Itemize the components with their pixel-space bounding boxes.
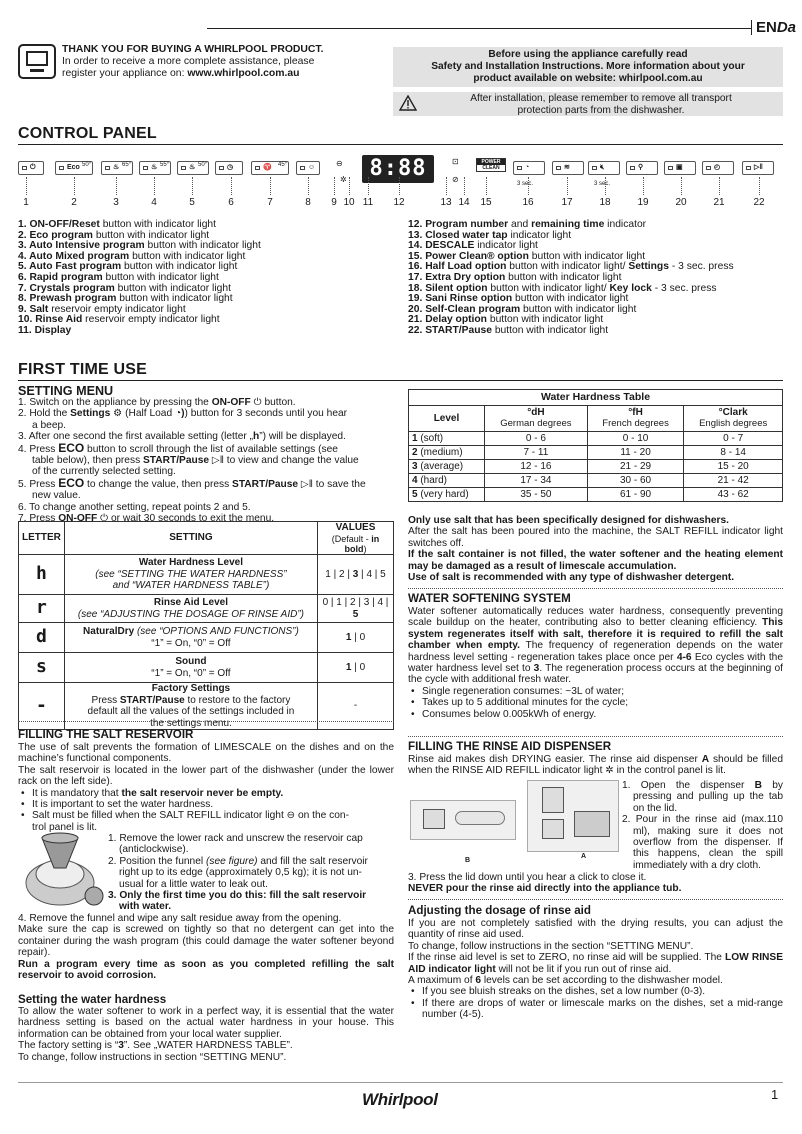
panel-leader-line bbox=[154, 177, 155, 195]
settings-row bbox=[19, 653, 394, 683]
panel-number: 19 bbox=[637, 197, 649, 208]
dotted-divider bbox=[408, 736, 783, 737]
setting-letter: - bbox=[19, 683, 65, 730]
panel-leader-line bbox=[116, 177, 117, 195]
setting-menu-steps: 1. Switch on the appliance by pressing the ON-OFF ⏻ button. 2. Hold the Settings ⚙ (Half Load ◔)) button for 3 seconds until you hear a beep. 3. After one second the first available setting (letter „h”) will be displayed. 4. Press ECO button to scroll through the list of available settings (see table below), then press START/Pause ▷‖ to view and change the value of the currently selected setting. 5. Press ECO to change the value, then press START/Pause ▷‖ to save the new value. 6. To change another setting, repeat points 2 and 5. 7. Press ON-OFF ⏻ or wait 30 seconds to exit the menu. bbox=[18, 397, 366, 525]
control-list-item: 5. Auto Fast program button with indicator light bbox=[18, 261, 238, 273]
power-clean-button[interactable]: POWER CLEAN bbox=[476, 158, 506, 172]
display: 8:88 bbox=[362, 155, 434, 183]
panel-leader-line bbox=[308, 177, 309, 195]
section-rule bbox=[18, 144, 783, 145]
dispenser-figure-a bbox=[527, 780, 619, 852]
page-number: 1 bbox=[771, 1087, 779, 1102]
dispenser-figure-b bbox=[410, 800, 516, 840]
panel-leader-line bbox=[605, 177, 606, 195]
setting-description: NaturalDry (see “OPTIONS AND FUNCTIONS”) “1” = On, “0” = Off bbox=[64, 623, 317, 653]
panel-number: 8 bbox=[305, 197, 311, 208]
footer-rule bbox=[18, 1082, 783, 1083]
salt-text-2: 4. Remove the funnel and wipe any salt residue away from the opening. Make sure the cap is screwed on tightly so that no detergent can get into the container during the wash program (this could damage the water softener beyond repair). Run a program every time as soon as you completed refilling the salt reservoir to avoid corrosion. bbox=[18, 913, 394, 982]
salt-note: Only use salt that has been specifically designed for dishwashers. After the salt has been poured into the machine, the SALT REFILL indicator light switches off. If the salt container is not filled, the water softener and the heating element may be damaged as a result of limescale accumulation. Use of salt is recommended with any type of dishwasher detergent. bbox=[408, 515, 783, 584]
settings-row bbox=[19, 623, 394, 653]
extra-dry-button[interactable]: ≋ bbox=[552, 161, 584, 175]
rinse-steps-2: 3. Press the lid down until you hear a click to close it. NEVER pour the rinse aid directly into the appliance tub. bbox=[408, 872, 682, 895]
panel-leader-line bbox=[446, 177, 447, 195]
panel-number: 5 bbox=[189, 197, 195, 208]
half-load-button[interactable]: ◔ bbox=[513, 161, 545, 175]
control-list-item: 10. Rinse Aid reservoir empty indicator light bbox=[18, 314, 220, 326]
panel-leader-line bbox=[74, 177, 75, 195]
rinse-intro: Rinse aid makes dish DRYING easier. The rinse aid dispenser A should be filled when the RINSE AID REFILL indicator light ✲ in the control panel is lit. bbox=[408, 754, 783, 777]
panel-number: 20 bbox=[675, 197, 687, 208]
section-rule bbox=[18, 380, 783, 381]
panel-leader-line bbox=[231, 177, 232, 195]
hardness-text: To allow the water softener to work in a perfect way, it is essential that the water hardness setting is based on the actual water hardness in your house. This information can be obtained from your local water supplier. The factory setting is “3”. See „WATER HARDNESS TABLE”. To change, follow instructions in section “SETTING MENU”. bbox=[18, 1006, 394, 1063]
rinse-heading: FILLING THE RINSE AID DISPENSER bbox=[408, 740, 612, 753]
control-list-item: 12. Program number and remaining time indicator bbox=[408, 219, 647, 230]
panel-number: 18 bbox=[599, 197, 611, 208]
dotted-divider bbox=[18, 721, 394, 722]
warning-icon bbox=[399, 95, 417, 111]
panel-number: 12 bbox=[393, 197, 405, 208]
panel-leader-line bbox=[719, 177, 720, 195]
panel-number: 16 bbox=[522, 197, 534, 208]
hardness-row: 3 (average) 12 - 16 21 - 29 15 - 20 bbox=[409, 460, 783, 474]
eco-button[interactable]: Eco 50° bbox=[55, 161, 93, 175]
panel-number: 14 bbox=[458, 197, 470, 208]
figure-label-a: A bbox=[581, 853, 587, 860]
settings-3sec-label: 3 sec. bbox=[517, 181, 534, 187]
brand-logo: Whirlpool bbox=[362, 1090, 438, 1109]
dotted-divider bbox=[408, 588, 783, 589]
setting-letter: r bbox=[19, 595, 65, 623]
panel-leader-line bbox=[192, 177, 193, 195]
dosage-heading: Adjusting the dosage of rinse aid bbox=[408, 904, 591, 917]
setting-menu-heading: SETTING MENU bbox=[18, 384, 114, 398]
salt-steps: 1. Remove the lower rack and unscrew the reservoir cap (anticlockwise). 2. Position the funnel (see figure) and fill the salt reservoir right up to its edge (approximately 0,5 kg); it is not un- usual for a little water to leak out. 3. Only the first time you do this: fill the salt reservoir with water. bbox=[108, 833, 368, 913]
language-code: ENDa bbox=[756, 19, 797, 36]
salt-text: The use of salt prevents the formation of LIMESCALE on the dishes and on the machine’s functional components. The salt reservoir is located in the lower part of the dishwasher (under the lower rack on the left side). • It is mandatory that the salt reservoir never be empty. • It is important to set the water hardness. • Salt must be filled when the SALT REFILL indicator light ⊖ on the con- trol panel is lit. bbox=[18, 742, 394, 833]
panel-leader-line bbox=[334, 177, 335, 195]
setting-description: Rinse Aid Level (see “ADJUSTING THE DOSAGE OF RINSE AID”) bbox=[64, 595, 317, 623]
panel-number: 15 bbox=[480, 197, 492, 208]
hardness-row: 5 (very hard) 35 - 50 61 - 90 43 - 62 bbox=[409, 488, 783, 502]
panel-number: 17 bbox=[561, 197, 573, 208]
register-link[interactable]: www.whirlpool.com.au bbox=[187, 68, 300, 79]
auto-intensive-button[interactable]: ♨ 65° bbox=[101, 161, 133, 175]
panel-number: 9 bbox=[331, 197, 337, 208]
setting-values: - bbox=[318, 683, 394, 730]
water-hardness-table: Water Hardness Table Level °dH German degrees °fH French degrees °Clark English degrees 1 (soft) 0 - 6 0 - 10 0 - 7 2 (medium) 7 - 11 11 - 20 8 - 14 3 (average) 12 - 16 21 - 29 15 - 20 4 (hard) 17 - 34 30 - 60 21 - 42 5 (very hard) 35 - 50 61 - 90 43 - 62 bbox=[408, 389, 783, 502]
hardness-row: 1 (soft) 0 - 6 0 - 10 0 - 7 bbox=[409, 432, 783, 446]
control-list-item: 14. DESCALE indicator light bbox=[408, 240, 538, 252]
rinse-steps: 1. Open the dispenser B by pressing and pulling up the tab on the lid. 2. Pour in the rinse aid (max.110 ml), making sure it does not overflow from the dispenser. If this happens, clean the spill immediately with a dry cloth. bbox=[622, 780, 783, 871]
control-list-item: 17. Extra Dry option button with indicator light bbox=[408, 271, 622, 283]
panel-number: 3 bbox=[113, 197, 119, 208]
setting-description: Factory Settings Press START/Pause to restore to the factory default all the values of the settings included in the settings menu. bbox=[64, 683, 317, 730]
control-list-right bbox=[408, 220, 734, 337]
computer-icon bbox=[18, 44, 56, 79]
setting-values: 1 | 0 bbox=[318, 623, 394, 653]
hardness-row: 4 (hard) 17 - 34 30 - 60 21 - 42 bbox=[409, 474, 783, 488]
setting-letter: h bbox=[19, 555, 65, 595]
thanks-title: THANK YOU FOR BUYING A WHIRLPOOL PRODUCT. bbox=[62, 44, 324, 55]
setting-letter: d bbox=[19, 623, 65, 653]
thanks-line2: register your appliance on: bbox=[62, 68, 188, 79]
panel-leader-line bbox=[368, 177, 369, 195]
panel-leader-line bbox=[399, 177, 400, 195]
control-list-item: 8. Prewash program button with indicator light bbox=[18, 293, 233, 305]
settings-row bbox=[19, 555, 394, 595]
dosage-text: If you are not completely satisfied with the drying results, you can adjust the quantity of rinse aid used. To change, follow instructions in the section “SETTING MENU”. If the rinse aid level is set to ZERO, no rinse aid will be supplied. The LOW RINSE AID indicator light will not be lit if you run out of rinse aid. A maximum of 6 levels can be set according to the dishwasher model. • If you see bluish streaks on the dishes, set a low number (0-3). • If there are drops of water or limescale marks on the dishes, set a mid-range number (4-5). bbox=[408, 918, 783, 1021]
control-list-item: 3. Auto Intensive program button with indicator light bbox=[18, 240, 261, 252]
setting-letter: s bbox=[19, 653, 65, 683]
figure-label-b: B bbox=[465, 857, 471, 864]
control-list-item: 13. Closed water tap indicator light bbox=[408, 229, 572, 241]
dotted-divider bbox=[408, 899, 783, 900]
control-list-item: 6. Rapid program button with indicator light bbox=[18, 271, 219, 283]
header-rule bbox=[207, 28, 751, 29]
header-tick bbox=[751, 20, 752, 35]
control-list-item: 19. Sani Rinse option button with indicator light bbox=[408, 293, 629, 305]
setting-values: 1 | 2 | 3 | 4 | 5 bbox=[318, 555, 394, 595]
panel-leader-line bbox=[528, 177, 529, 195]
setting-description: Sound “1” = On, “0” = Off bbox=[64, 653, 317, 683]
panel-number: 7 bbox=[267, 197, 273, 208]
keylock-3sec-label: 3 sec. bbox=[594, 181, 611, 187]
delay-button[interactable]: ◴ bbox=[702, 161, 734, 175]
control-list-item: 15. Power Clean® option button with indicator light bbox=[408, 250, 646, 262]
control-list-item: 4. Auto Mixed program button with indicator light bbox=[18, 250, 246, 262]
control-list-item: 9. Salt reservoir empty indicator light bbox=[18, 303, 186, 315]
control-list-item: 1. ON-OFF/Reset button with indicator light bbox=[18, 219, 217, 230]
panel-number: 10 bbox=[343, 197, 355, 208]
panel-number: 22 bbox=[753, 197, 765, 208]
sani-rinse-button[interactable]: ⚲ bbox=[626, 161, 658, 175]
self-clean-button[interactable]: ▣ bbox=[664, 161, 696, 175]
on-off-button[interactable]: ⏻ bbox=[18, 161, 44, 175]
control-list-item: 2. Eco program button with indicator light bbox=[18, 229, 210, 241]
control-panel-diagram bbox=[18, 153, 784, 213]
first-time-use-heading: FIRST TIME USE bbox=[18, 361, 148, 378]
auto-fast-button[interactable]: ♨ 50° bbox=[177, 161, 209, 175]
auto-mixed-button[interactable]: ♨ 55° bbox=[139, 161, 171, 175]
rapid-button[interactable]: ◷ bbox=[215, 161, 243, 175]
panel-leader-line bbox=[567, 177, 568, 195]
setting-values: 1 | 0 bbox=[318, 653, 394, 683]
settings-row bbox=[19, 595, 394, 623]
setting-values: 0 | 1 | 2 | 3 | 4 | 5 bbox=[318, 595, 394, 623]
softening-heading: WATER SOFTENING SYSTEM bbox=[408, 592, 571, 605]
safety-notice: Before using the appliance carefully read Safety and Installation Instructions. More information about your product available on website: whirlpool.com.au bbox=[393, 47, 783, 87]
panel-leader-line bbox=[759, 177, 760, 195]
panel-number: 21 bbox=[713, 197, 725, 208]
panel-leader-line bbox=[681, 177, 682, 195]
panel-number: 2 bbox=[71, 197, 77, 208]
panel-leader-line bbox=[270, 177, 271, 195]
salt-icon: ⊖ bbox=[336, 159, 343, 168]
panel-number: 4 bbox=[151, 197, 157, 208]
salt-funnel-figure bbox=[20, 828, 106, 916]
rinse-aid-icon: ✲ bbox=[340, 175, 347, 184]
control-list-item: 11. Display bbox=[18, 324, 72, 336]
softening-text: Water softener automatically reduces water hardness, consequently preventing scale buildup on the heater, contributing also to better cleaning efficiency. This system regenerates itself with salt, therefore it is required to refill the salt chamber when empty. The frequency of regeneration depends on the water hardness level setting - regeneration takes place once per 4-6 Eco cycles with the water hardness level set to 3. The regeneration process occurs at the beginning of the cycle with additional fresh water. • Single regeneration consumes: ~3L of water; • Takes up to 5 additional minutes for the cycle; • Consumes below 0.005kWh of energy. bbox=[408, 606, 783, 720]
settings-table: LETTER SETTING VALUES (Default - in bold) h Water Hardness Level (see “SETTING THE WATER HARDNESS” and “WATER HARDNESS TABLE”) 1 | 2 | 3 | 4 | 5 r Rinse Aid Level (see “ADJUSTING THE DOSAGE OF RINSE AID”) 0 | 1 | 2 | 3 | 4 | 5 d NaturalDry (see “OPTIONS AND FUNCTIONS”) “1” = On, “0” = Off 1 | 0 s Sound “1” = On, “0” = Off 1 | 0 - Factory Settings Press START/Pause to restore to the factory default all the values of the settings included in the settings menu. - bbox=[18, 521, 394, 730]
control-panel-heading: CONTROL PANEL bbox=[18, 125, 157, 142]
closed-tap-icon: ⊡ bbox=[452, 157, 459, 166]
control-list-item: 16. Half Load option button with indicator light/ Settings - 3 sec. press bbox=[408, 261, 734, 273]
panel-leader-line bbox=[464, 177, 465, 195]
control-list-item: 7. Crystals program button with indicator light bbox=[18, 282, 231, 294]
control-list-item: 21. Delay option button with indicator light bbox=[408, 314, 604, 326]
control-list-item: 18. Silent option button with indicator light/ Key lock - 3 sec. press bbox=[408, 282, 717, 294]
panel-leader-line bbox=[643, 177, 644, 195]
panel-leader-line bbox=[349, 177, 350, 195]
hardness-row: 2 (medium) 7 - 11 11 - 20 8 - 14 bbox=[409, 446, 783, 460]
panel-number: 13 bbox=[440, 197, 452, 208]
crystals-button[interactable]: ♈ 45° bbox=[251, 161, 289, 175]
control-list-item: 20. Self-Clean program button with indicator light bbox=[408, 303, 637, 315]
control-list-left bbox=[18, 220, 261, 337]
descale-icon: ⊘ bbox=[452, 175, 459, 184]
prewash-button[interactable]: ☺ bbox=[296, 161, 320, 175]
panel-number: 6 bbox=[228, 197, 234, 208]
setting-description: Water Hardness Level (see “SETTING THE WATER HARDNESS” and “WATER HARDNESS TABLE”) bbox=[64, 555, 317, 595]
salt-heading: FILLING THE SALT RESERVOIR bbox=[18, 728, 194, 741]
panel-leader-line bbox=[486, 177, 487, 195]
panel-leader-line bbox=[26, 177, 27, 195]
transport-warning: After installation, please remember to remove all transport protection parts from the dishwasher. bbox=[393, 92, 783, 116]
panel-number: 1 bbox=[23, 197, 29, 208]
silent-button[interactable]: 🔇︎ bbox=[588, 161, 620, 175]
control-list-item: 22. START/Pause button with indicator light bbox=[408, 324, 609, 336]
hardness-heading: Setting the water hardness bbox=[18, 993, 167, 1006]
thanks-line1: In order to receive a more complete assistance, please bbox=[62, 56, 315, 67]
panel-number: 11 bbox=[362, 197, 374, 208]
settings-row bbox=[19, 683, 394, 730]
start-pause-button[interactable]: ▷‖ bbox=[742, 161, 774, 175]
